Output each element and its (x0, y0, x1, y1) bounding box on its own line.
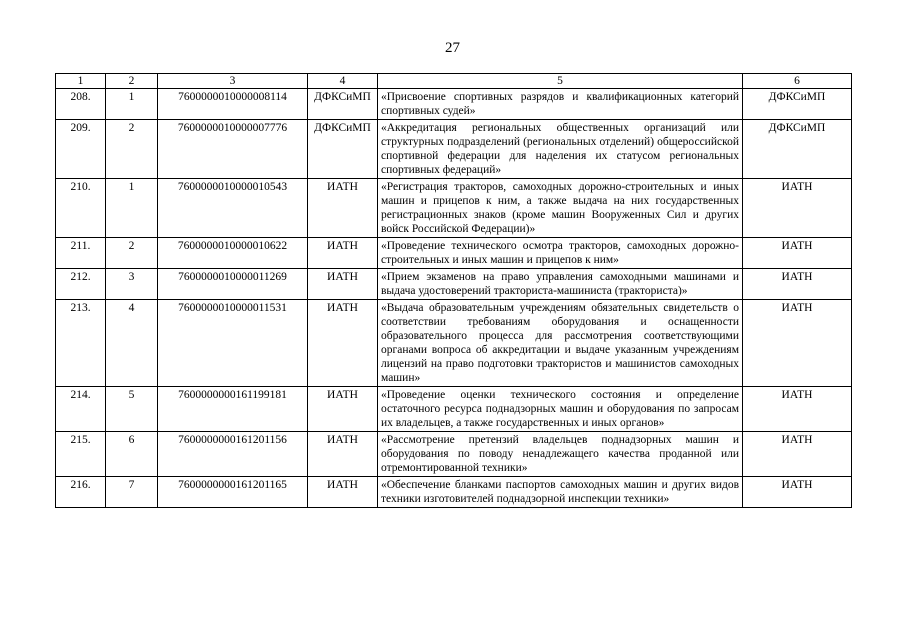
row-responsible: ИАТН (743, 477, 852, 508)
row-responsible: ДФКСиМП (743, 89, 852, 120)
table-row (56, 269, 852, 300)
row-organization: ИАТН (308, 300, 378, 387)
row-organization: ИАТН (308, 269, 378, 300)
row-number: 214. (56, 387, 106, 432)
row-sub-number: 4 (106, 300, 158, 387)
row-code: 7600000000161199181 (158, 387, 308, 432)
row-description: «Регистрация тракторов, самоходных дорожно-строительных и иных машин и прицепов к ним, а также выдача на них государственных регистрационных знаков (кроме машин Вооруженных Сил и других войск Российской Федерации)» (378, 179, 743, 238)
table-row (56, 432, 852, 477)
table-row (56, 120, 852, 179)
row-organization: ИАТН (308, 387, 378, 432)
table-row (56, 179, 852, 238)
row-code: 7600000010000011269 (158, 269, 308, 300)
page-number: 27 (445, 40, 460, 56)
row-sub-number: 7 (106, 477, 158, 508)
header-row (56, 74, 852, 89)
row-code: 7600000000161201156 (158, 432, 308, 477)
table-row (56, 89, 852, 120)
row-description: «Рассмотрение претензий владельцев поднадзорных машин и оборудования по поводу ненадлежащего качества проданной или отремонтированной техники» (378, 432, 743, 477)
row-number: 209. (56, 120, 106, 179)
header-cell-4: 4 (308, 74, 378, 89)
table-row (56, 387, 852, 432)
row-responsible: ИАТН (743, 179, 852, 238)
row-sub-number: 1 (106, 89, 158, 120)
table-row (56, 477, 852, 508)
row-description: «Аккредитация региональных общественных организаций или структурных подразделений (региональных отделений) общероссийской спортивной федерации для наделения их статусом региональных спортивных федераций» (378, 120, 743, 179)
row-description: «Проведение технического осмотра тракторов, самоходных дорожно-строительных и иных машин и прицепов к ним» (378, 238, 743, 269)
row-sub-number: 3 (106, 269, 158, 300)
row-code: 7600000010000007776 (158, 120, 308, 179)
row-number: 212. (56, 269, 106, 300)
row-description: «Проведение оценки технического состояния и определение остаточного ресурса поднадзорных машин и оборудования по запросам их владельцев, а также государственных и иных органов» (378, 387, 743, 432)
row-description: «Обеспечение бланками паспортов самоходных машин и других видов техники изготовителей поднадзорной инспекции техники» (378, 477, 743, 508)
table-row (56, 300, 852, 387)
row-sub-number: 6 (106, 432, 158, 477)
row-sub-number: 2 (106, 120, 158, 179)
row-responsible: ИАТН (743, 300, 852, 387)
row-organization: ИАТН (308, 179, 378, 238)
row-number: 210. (56, 179, 106, 238)
row-description: «Присвоение спортивных разрядов и квалификационных категорий спортивных судей» (378, 89, 743, 120)
row-code: 7600000010000010622 (158, 238, 308, 269)
row-organization: ИАТН (308, 238, 378, 269)
row-number: 208. (56, 89, 106, 120)
row-sub-number: 1 (106, 179, 158, 238)
services-table (55, 73, 852, 508)
row-code: 7600000010000008114 (158, 89, 308, 120)
row-responsible: ИАТН (743, 432, 852, 477)
row-responsible: ИАТН (743, 387, 852, 432)
row-code: 7600000010000010543 (158, 179, 308, 238)
row-code: 7600000000161201165 (158, 477, 308, 508)
row-number: 215. (56, 432, 106, 477)
row-responsible: ДФКСиМП (743, 120, 852, 179)
row-number: 213. (56, 300, 106, 387)
row-code: 7600000010000011531 (158, 300, 308, 387)
row-number: 211. (56, 238, 106, 269)
row-responsible: ИАТН (743, 238, 852, 269)
row-organization: ДФКСиМП (308, 89, 378, 120)
header-cell-6: 6 (743, 74, 852, 89)
row-description: «Прием экзаменов на право управления самоходными машинами и выдача удостоверений тракториста-машиниста (тракториста)» (378, 269, 743, 300)
table-row (56, 238, 852, 269)
header-cell-5: 5 (378, 74, 743, 89)
row-responsible: ИАТН (743, 269, 852, 300)
row-sub-number: 2 (106, 238, 158, 269)
header-cell-3: 3 (158, 74, 308, 89)
row-number: 216. (56, 477, 106, 508)
header-cell-2: 2 (106, 74, 158, 89)
row-description: «Выдача образовательным учреждениям обязательных свидетельств о соответствии требованиям оборудования и оснащенности образовательного процесса для рассмотрения соответствующими органами вопроса об аккредитации и выдаче указанным учреждениям лицензий на право подготовки трактористов и машинистов самоходных машин» (378, 300, 743, 387)
row-sub-number: 5 (106, 387, 158, 432)
header-cell-1: 1 (56, 74, 106, 89)
row-organization: ИАТН (308, 477, 378, 508)
row-organization: ДФКСиМП (308, 120, 378, 179)
row-organization: ИАТН (308, 432, 378, 477)
